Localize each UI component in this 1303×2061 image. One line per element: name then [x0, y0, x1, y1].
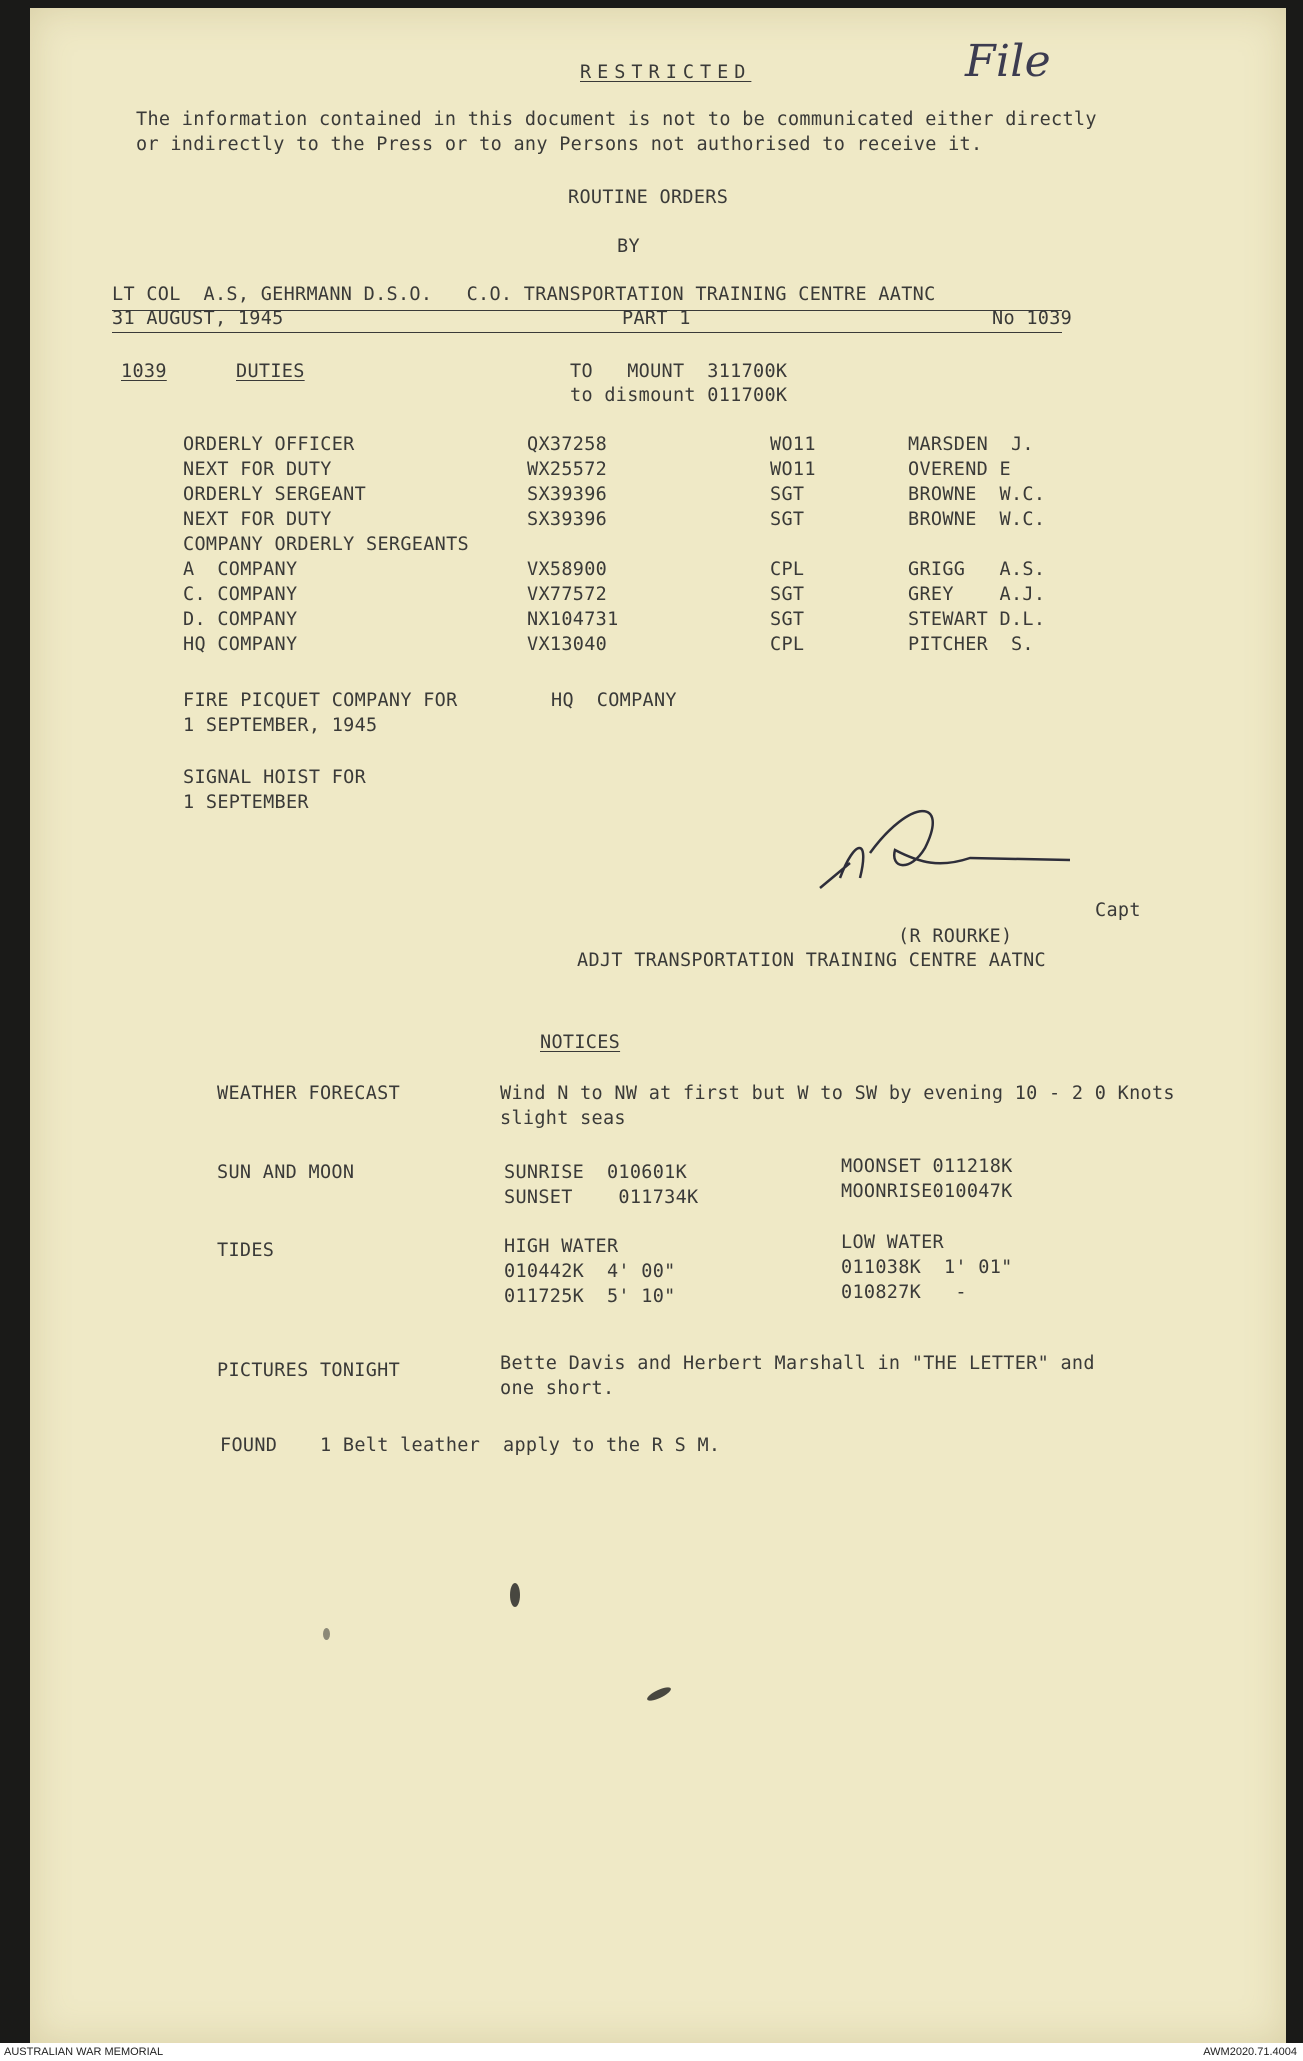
low-water-label: LOW WATER [841, 1232, 944, 1253]
classification-heading: RESTRICTED [580, 62, 752, 83]
duty-role: D. COMPANY [183, 609, 298, 630]
signal-hoist-date: 1 SEPTEMBER [183, 792, 309, 813]
pictures-text-2: one short. [500, 1378, 615, 1399]
signature-rank: Capt [1095, 900, 1141, 921]
duty-name: GRIGG A.S. [908, 559, 1046, 580]
fire-picquet-date: 1 SEPTEMBER, 1945 [183, 715, 378, 736]
fire-picquet-label: FIRE PICQUET COMPANY FOR [183, 690, 458, 711]
duty-rank: SGT [770, 584, 805, 605]
mount-time: TO MOUNT 311700K [570, 361, 788, 382]
duty-rank: SGT [770, 609, 805, 630]
date-underline [112, 332, 1062, 333]
notice-line-1: The information contained in this document is not to be communicated either directly [136, 109, 1097, 130]
duty-name: MARSDEN J. [908, 434, 1034, 455]
duty-rank: SGT [770, 484, 805, 505]
low-water-2: 010827K - [841, 1282, 967, 1303]
archive-name: AUSTRALIAN WAR MEMORIAL [4, 2046, 164, 2058]
duty-role: ORDERLY SERGEANT [183, 484, 367, 505]
fire-picquet-value: HQ COMPANY [551, 690, 677, 711]
ink-blot [510, 1583, 520, 1607]
duty-name: BROWNE W.C. [908, 484, 1046, 505]
weather-text-1: Wind N to NW at first but W to SW by evening 10 - 2 0 Knots [500, 1083, 1175, 1104]
handwritten-note: File [965, 36, 1051, 87]
duty-number: SX39396 [527, 509, 608, 530]
duty-rank: CPL [770, 559, 805, 580]
sunrise-value: SUNRISE 010601K [504, 1162, 688, 1183]
tides-label: TIDES [217, 1240, 275, 1261]
duty-name: GREY A.J. [908, 584, 1046, 605]
found-label: FOUND [220, 1435, 278, 1456]
duty-number: VX58900 [527, 559, 608, 580]
high-water-2: 011725K 5' 10" [504, 1286, 676, 1307]
duty-number: QX37258 [527, 434, 608, 455]
duty-name: PITCHER S. [908, 634, 1034, 655]
duty-role: NEXT FOR DUTY [183, 509, 332, 530]
weather-text-2: slight seas [500, 1108, 626, 1129]
document-page [30, 8, 1286, 2043]
archive-reference: AWM2020.71.4004 [1203, 2046, 1297, 2058]
issuer-line: LT COL A.S, GEHRMANN D.S.O. C.O. TRANSPORTATION TRAINING CENTRE AATNC [112, 284, 936, 305]
notice-line-2: or indirectly to the Press or to any Persons not authorised to receive it. [136, 134, 983, 155]
duty-rank: WO11 [770, 434, 816, 455]
duty-number: VX13040 [527, 634, 608, 655]
duties-item-number: 1039 [121, 361, 167, 382]
pictures-text-1: Bette Davis and Herbert Marshall in "THE LETTER" and [500, 1353, 1095, 1374]
order-number: No 1039 [992, 308, 1073, 329]
duty-role: A COMPANY [183, 559, 298, 580]
signature-name: (R ROURKE) [898, 926, 1013, 947]
ink-blot [323, 1628, 330, 1640]
moonrise-value: MOONRISE010047K [841, 1181, 1013, 1202]
sunset-value: SUNSET 011734K [504, 1187, 699, 1208]
duty-role: HQ COMPANY [183, 634, 298, 655]
order-date: 31 AUGUST, 1945 [112, 308, 284, 329]
high-water-1: 010442K 4' 00" [504, 1261, 676, 1282]
duty-number: VX77572 [527, 584, 608, 605]
found-text: 1 Belt leather apply to the R S M. [320, 1435, 721, 1456]
high-water-label: HIGH WATER [504, 1236, 619, 1257]
duty-role: NEXT FOR DUTY [183, 459, 332, 480]
duty-rank: SGT [770, 509, 805, 530]
low-water-1: 011038K 1' 01" [841, 1257, 1013, 1278]
duty-role: ORDERLY OFFICER [183, 434, 355, 455]
duty-number: NX104731 [527, 609, 619, 630]
duty-name: BROWNE W.C. [908, 509, 1046, 530]
duty-name: STEWART D.L. [908, 609, 1046, 630]
routine-orders-title: ROUTINE ORDERS [568, 187, 729, 208]
dismount-time: to dismount 011700K [570, 385, 788, 406]
moonset-value: MOONSET 011218K [841, 1156, 1013, 1177]
ink-blot [646, 1685, 673, 1703]
notices-heading: NOTICES [540, 1032, 621, 1053]
duty-number: SX39396 [527, 484, 608, 505]
pictures-label: PICTURES TONIGHT [217, 1360, 401, 1381]
duty-role: COMPANY ORDERLY SERGEANTS [183, 534, 469, 555]
order-part: PART 1 [622, 308, 691, 329]
duties-heading: DUTIES [236, 361, 305, 382]
duty-rank: WO11 [770, 459, 816, 480]
sun-moon-label: SUN AND MOON [217, 1162, 355, 1183]
weather-label: WEATHER FORECAST [217, 1083, 401, 1104]
duty-role: C. COMPANY [183, 584, 298, 605]
archive-footer [0, 2043, 1303, 2061]
by-label: BY [617, 236, 640, 257]
duty-number: WX25572 [527, 459, 608, 480]
signal-hoist-label: SIGNAL HOIST FOR [183, 767, 367, 788]
duty-rank: CPL [770, 634, 805, 655]
signature-mark [800, 778, 1130, 918]
duty-name: OVEREND E [908, 459, 1011, 480]
signature-title: ADJT TRANSPORTATION TRAINING CENTRE AATNC [577, 950, 1046, 971]
